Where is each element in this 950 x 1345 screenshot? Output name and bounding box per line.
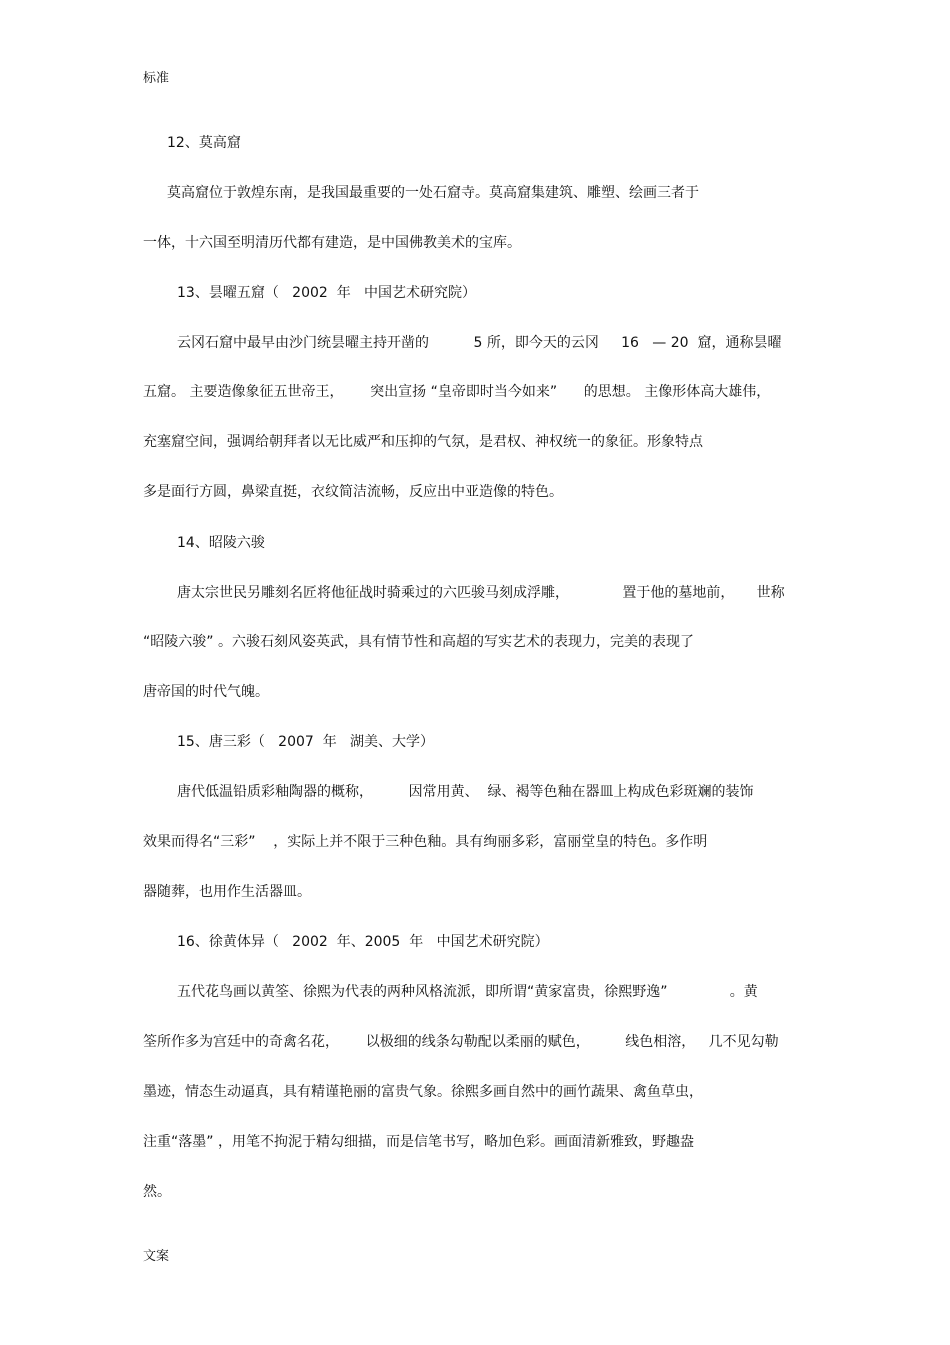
paragraph-line: 注重“落墨” ，用笔不拘泥于精勾细描，而是信笔书写，略加色彩。画面清新雅致，野趣盎 <box>143 1134 694 1150</box>
section-heading-16: 16、徐黄体异（ 2002 年、2005 年 中国艺术研究院） <box>177 934 549 950</box>
paragraph-line: 筌所作多为宫廷中的奇禽名花， 以极细的线条勾勒配以柔丽的赋色， 线色相溶， 几不见勾勒 <box>143 1034 779 1050</box>
paragraph-line: 五窟。 主要造像象征五世帝王， 突出宣扬 “皇帝即时当今如来” 的思想。 主像形体高大雄伟， <box>143 384 771 400</box>
section-heading-13: 13、昙曜五窟（ 2002 年 中国艺术研究院） <box>177 285 477 301</box>
paragraph-line: 唐帝国的时代气魄。 <box>143 684 269 700</box>
paragraph-line: 多是面行方圆，鼻梁直挺，衣纹简洁流畅，反应出中亚造像的特色。 <box>143 484 563 500</box>
section-heading-12: 12、莫高窟 <box>167 135 241 151</box>
section-heading-14: 14、昭陵六骏 <box>177 535 265 551</box>
section-heading-15: 15、唐三彩（ 2007 年 湖美、大学） <box>177 734 435 750</box>
paragraph-line: 充塞窟空间，强调给朝拜者以无比威严和压抑的气氛，是君权、神权统一的象征。形象特点 <box>143 434 703 450</box>
paragraph-line: 效果而得名“三彩” ，实际上并不限于三种色釉。具有绚丽多彩，富丽堂皇的特色。多作明 <box>143 834 708 850</box>
paragraph-line: 一体，十六国至明清历代都有建造，是中国佛教美术的宝库。 <box>143 235 521 251</box>
paragraph-line: 器随葬，也用作生活器皿。 <box>143 884 311 900</box>
page-footer: 文案 <box>143 1249 170 1264</box>
paragraph-line: “昭陵六骏” 。六骏石刻风姿英武，具有情节性和高超的写实艺术的表现力，完美的表现了 <box>143 634 694 650</box>
paragraph-line: 唐代低温铅质彩釉陶器的概称， 因常用黄、 绿、褐等色釉在器皿上构成色彩斑斓的装饰 <box>177 784 754 800</box>
paragraph-line: 云冈石窟中最早由沙门统昙曜主持开凿的 5 所，即今天的云冈 16 — 20 窟，通称昙曜 <box>177 335 782 351</box>
paragraph-line: 莫高窟位于敦煌东南，是我国最重要的一处石窟寺。莫高窟集建筑、雕塑、绘画三者于 <box>167 185 699 201</box>
paragraph-line: 然。 <box>143 1184 171 1200</box>
paragraph-line: 五代花鸟画以黄筌、徐熙为代表的两种风格流派，即所谓“黄家富贵，徐熙野逸” 。黄 <box>177 984 758 1000</box>
paragraph-line: 唐太宗世民另雕刻名匠将他征战时骑乘过的六匹骏马刻成浮雕， 置于他的墓地前， 世称 <box>177 585 785 601</box>
paragraph-line: 墨迹，情态生动逼真，具有精谨艳丽的富贵气象。徐熙多画自然中的画竹蔬果、禽鱼草虫， <box>143 1084 703 1100</box>
page-header: 标准 <box>143 71 170 86</box>
